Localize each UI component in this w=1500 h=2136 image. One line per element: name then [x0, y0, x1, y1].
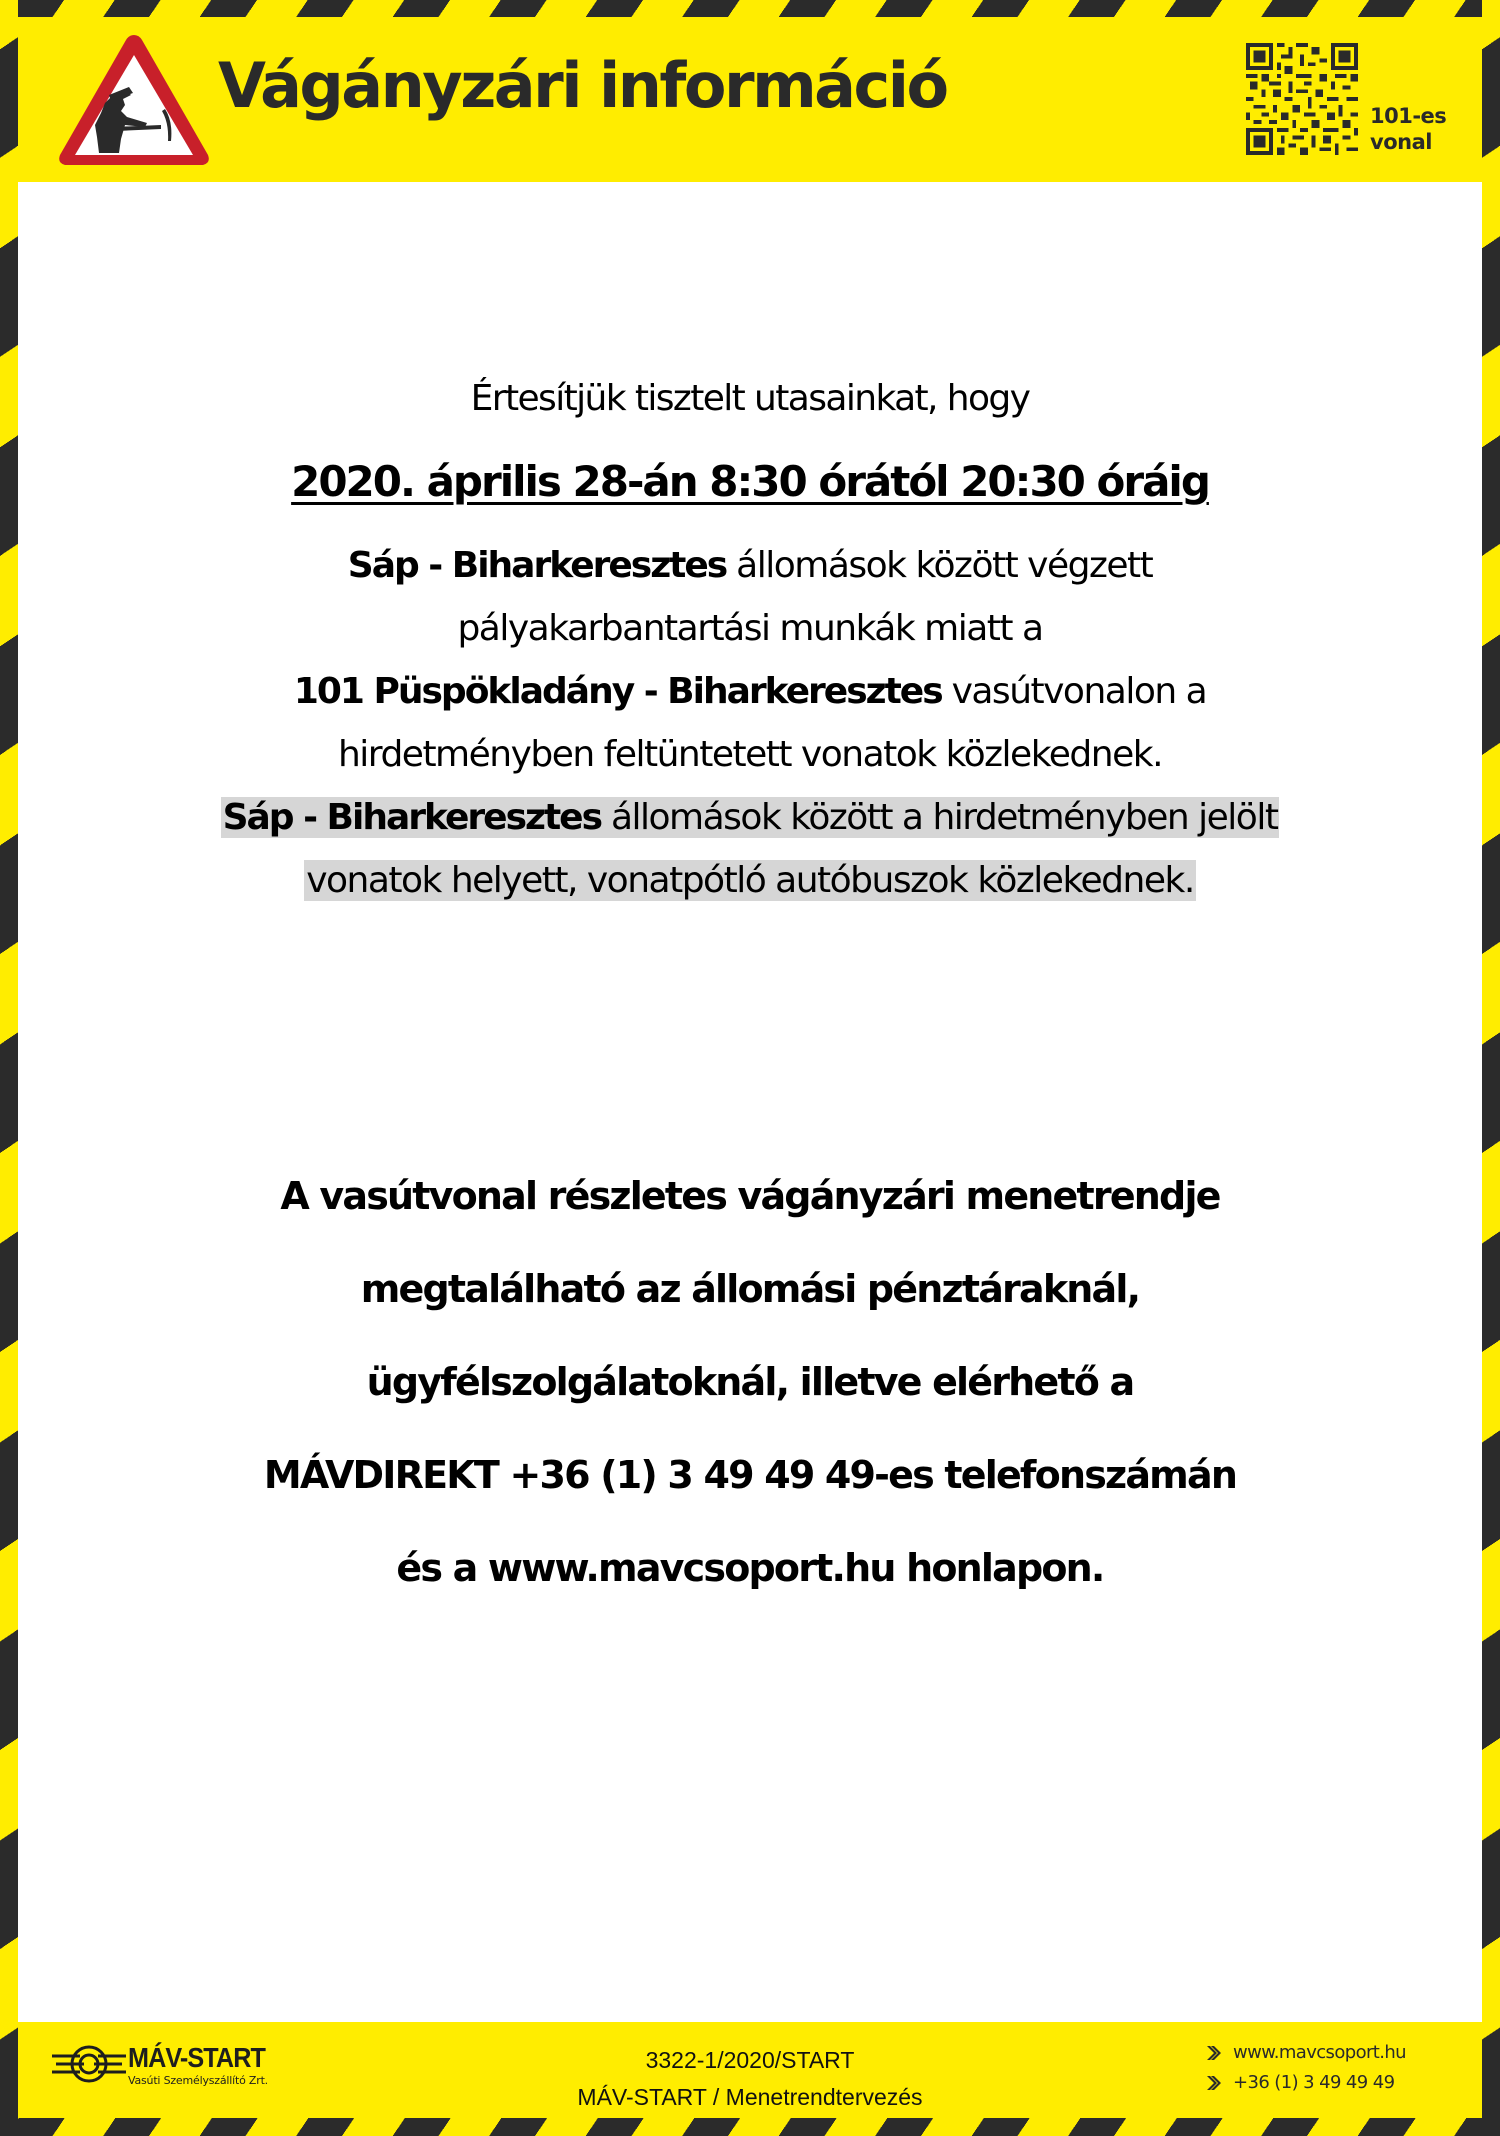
line-word: vonal — [1370, 130, 1432, 154]
logo-wordmark: MÁV-START — [128, 2042, 266, 2073]
chevron-right-icon — [1205, 2045, 1223, 2061]
closure-description — [18, 534, 1482, 912]
replacement-bus-highlight: Sáp - Biharkeresztes állomások között a hirdetményben jelölt — [222, 797, 1278, 838]
hazard-stripe-left — [0, 0, 18, 2136]
hazard-stripe-right — [1482, 0, 1500, 2136]
warning-triangle-worker-icon — [55, 29, 213, 171]
notice-intro: Értesítjük tisztelt utasainkat, hogy — [470, 378, 1030, 419]
header-band — [18, 17, 1482, 182]
info-line: ügyfélszolgálatoknál, illetve elérhető a — [366, 1360, 1134, 1404]
footer-band — [18, 2022, 1482, 2118]
description-line: Sáp - Biharkeresztes állomások között végzett — [347, 545, 1153, 586]
logo-subtitle: Vasúti Személyszállító Zrt. — [128, 2074, 268, 2087]
hazard-stripe-bottom — [0, 2118, 1500, 2136]
qr-code-icon — [1246, 43, 1358, 155]
highlighted-line — [18, 849, 1482, 912]
description-line: hirdetményben feltüntetett vonatok közlekednek. — [337, 734, 1163, 775]
replacement-bus-highlight: vonatok helyett, vonatpótló autóbuszok közlekednek. — [306, 860, 1194, 901]
reference-number: 3322-1/2020/START — [645, 2047, 855, 2073]
info-line: megtalálható az állomási pénztáraknál, — [360, 1267, 1140, 1311]
contact-phone[interactable] — [1205, 2068, 1406, 2098]
phone-number[interactable]: +36 (1) 3 49 49 49 — [1233, 2072, 1395, 2093]
department-label: MÁV-START / Menetrendtervezés — [577, 2084, 923, 2110]
description-line: pályakarbantartási munkák miatt a — [457, 608, 1043, 649]
info-line: A vasútvonal részletes vágányzári menetrendje — [280, 1174, 1220, 1218]
closure-date-time: 2020. április 28-án 8:30 órától 20:30 óráig — [291, 457, 1209, 506]
website-link[interactable]: www.mavcsoport.hu — [1233, 2042, 1406, 2063]
info-line: MÁVDIREKT +36 (1) 3 49 49 49-es telefonszámán — [263, 1453, 1237, 1497]
hazard-stripe-top — [0, 0, 1500, 17]
notice-body — [18, 182, 1482, 2022]
highlighted-line — [18, 786, 1482, 849]
page-title: Vágányzári információ — [218, 49, 947, 122]
contact-list — [1205, 2038, 1406, 2098]
description-line: 101 Püspökladány - Biharkeresztes vasútvonalon a — [293, 671, 1207, 712]
contact-website[interactable] — [1205, 2038, 1406, 2068]
line-number-label — [1370, 103, 1446, 155]
chevron-right-icon — [1205, 2075, 1223, 2091]
info-line: és a www.mavcsoport.hu honlapon. — [396, 1546, 1104, 1590]
timetable-info — [18, 1150, 1482, 1615]
line-number: 101-es — [1370, 104, 1447, 128]
